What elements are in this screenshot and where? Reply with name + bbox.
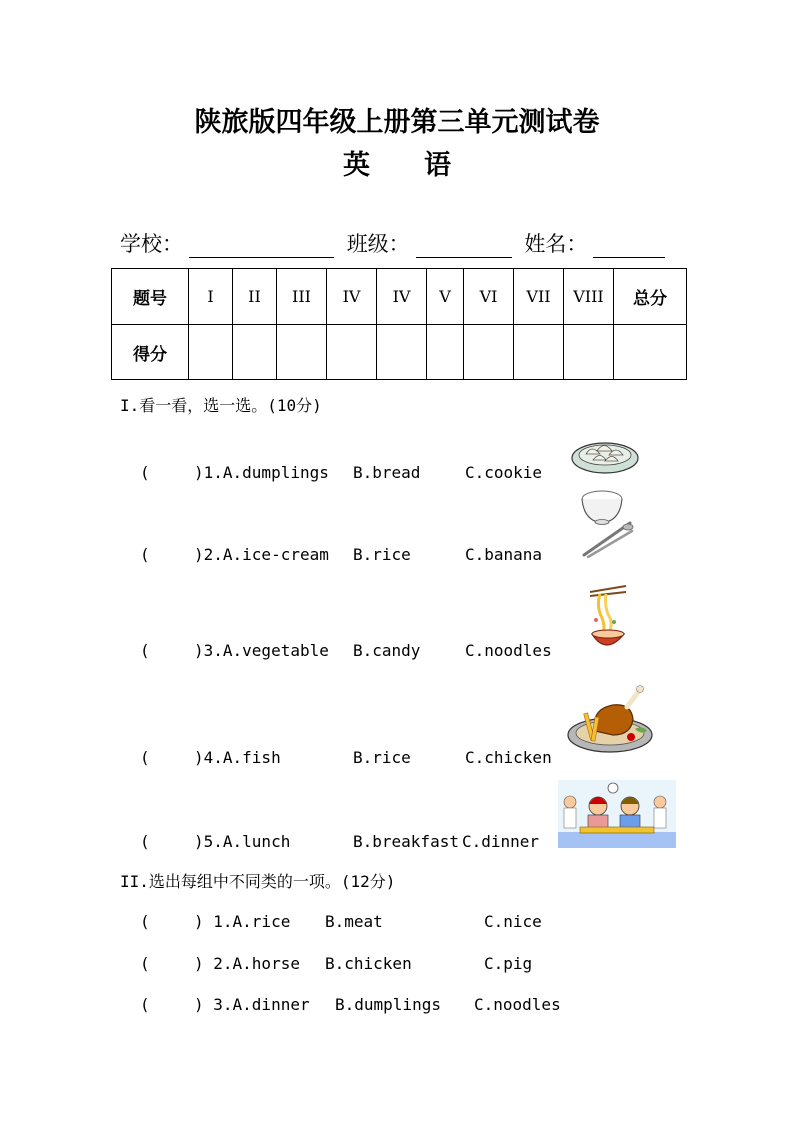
column-label: III: [277, 269, 327, 325]
question-option-b: B.bread: [353, 463, 421, 482]
dumplings-plate-image: [570, 430, 640, 475]
question-bracket[interactable]: (: [140, 641, 150, 660]
question-option-c: C.pig: [484, 954, 533, 973]
score-cell[interactable]: [564, 325, 614, 380]
column-label: IV: [327, 269, 377, 325]
name-blank[interactable]: [593, 237, 665, 258]
question-option-b: B.meat: [325, 912, 383, 931]
question-option-a: )4.A.fish: [194, 748, 281, 767]
section2-heading: II.选出每组中不同类的一项。(12分): [120, 872, 396, 891]
column-label: IV: [377, 269, 427, 325]
question-option-a: ) 3.A.dinner: [194, 995, 310, 1014]
total-label: 总分: [614, 269, 687, 325]
question-option-b: B.rice: [353, 545, 411, 564]
column-label: VI: [464, 269, 514, 325]
question-option-a: ) 2.A.horse: [194, 954, 300, 973]
question-option-a: ) 1.A.rice: [194, 912, 291, 931]
question-option-c: C.nice: [484, 912, 542, 931]
student-info-line: [120, 228, 671, 258]
school-label: 学校：: [120, 232, 183, 256]
score-cell[interactable]: [189, 325, 233, 380]
noodles-bowl-image: [582, 582, 632, 657]
question-bracket[interactable]: (: [140, 748, 150, 767]
column-label: VIII: [564, 269, 614, 325]
question-option-c: C.banana: [465, 545, 543, 564]
question-bracket[interactable]: (: [140, 463, 150, 482]
question-option-b: B.chicken: [325, 954, 412, 973]
total-score-cell[interactable]: [614, 325, 687, 380]
question-option-b: B.rice: [353, 748, 411, 767]
school-blank[interactable]: [189, 237, 334, 258]
question-option-b: B.breakfast: [353, 832, 459, 851]
score-cell[interactable]: [514, 325, 564, 380]
class-label: 班级：: [346, 232, 410, 256]
chicken-plate-image: [565, 683, 655, 755]
section1-heading: I.看一看，选一选。(10分): [120, 396, 322, 415]
question-option-a: )3.A.vegetable: [194, 641, 329, 660]
question-option-c: C.cookie: [465, 463, 543, 482]
question-option-b: B.candy: [353, 641, 421, 660]
score-cell[interactable]: [464, 325, 514, 380]
column-label: V: [427, 269, 464, 325]
score-table-header-row: [112, 269, 687, 325]
question-option-a: )1.A.dumplings: [194, 463, 329, 482]
column-label: I: [189, 269, 233, 325]
rice-bowl-image: [578, 487, 636, 559]
score-cell[interactable]: [327, 325, 377, 380]
score-label: 得分: [112, 325, 189, 380]
question-option-c: C.noodles: [474, 995, 561, 1014]
class-blank[interactable]: [416, 237, 512, 258]
question-option-c: C.noodles: [465, 641, 552, 660]
question-option-c: C.dinner: [462, 832, 540, 851]
score-table: [111, 268, 687, 380]
score-cell[interactable]: [377, 325, 427, 380]
question-option-a: )2.A.ice-cream: [194, 545, 329, 564]
question-bracket[interactable]: (: [140, 912, 150, 931]
score-cell[interactable]: [233, 325, 277, 380]
page-subtitle: 英 语: [343, 150, 451, 181]
score-cell[interactable]: [277, 325, 327, 380]
question-option-c: C.chicken: [465, 748, 552, 767]
score-table-score-row: [112, 325, 687, 380]
kids-eating-image: [558, 780, 676, 848]
question-bracket[interactable]: (: [140, 832, 150, 851]
question-number-label: 题号: [112, 269, 189, 325]
question-bracket[interactable]: (: [140, 954, 150, 973]
column-label: II: [233, 269, 277, 325]
question-bracket[interactable]: (: [140, 545, 150, 564]
question-option-a: )5.A.lunch: [194, 832, 291, 851]
column-label: VII: [514, 269, 564, 325]
score-cell[interactable]: [427, 325, 464, 380]
page-title: 陕旅版四年级上册第三单元测试卷: [194, 107, 600, 138]
name-label: 姓名：: [524, 232, 588, 256]
question-option-b: B.dumplings: [335, 995, 441, 1014]
question-bracket[interactable]: (: [140, 995, 150, 1014]
